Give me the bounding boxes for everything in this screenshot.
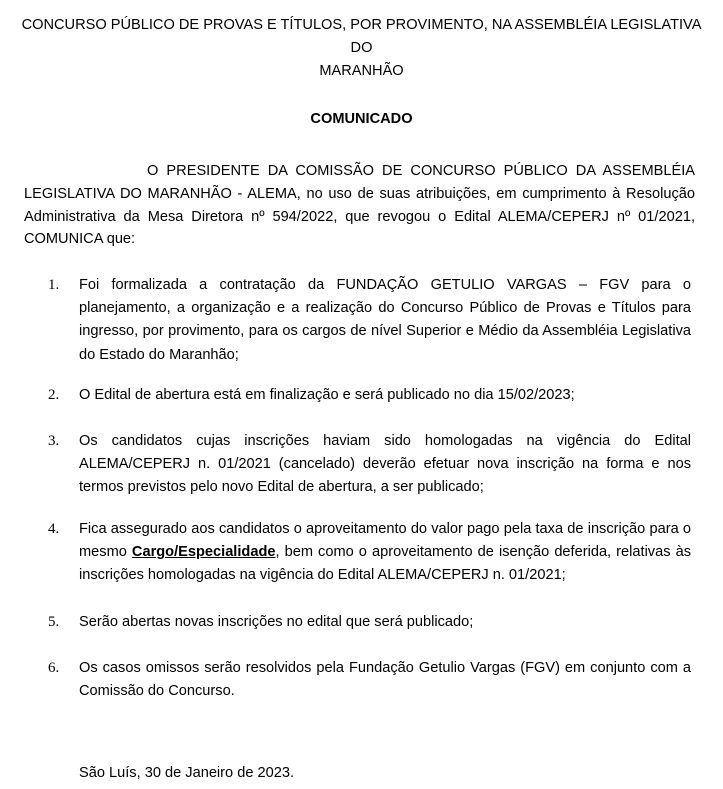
list-item-text: Os casos omissos serão resolvidos pela Fundação Getulio Vargas (FGV) em conjunto com a Comissão do Concurso. xyxy=(79,660,691,700)
emphasis-cargo-especialidade: Cargo/Especialidade xyxy=(131,544,276,561)
list-item-number: 5. xyxy=(48,614,60,630)
list-item-text: Foi formalizada a contratação da FUNDAÇÃO GETULIO VARGAS – FGV para o planejamento, a organização e a realização do Concurso Público de Provas e Títulos para ingresso, por provimento, para os cargos de nível Superior e Médio da Assembléia Legislativa do Estado do Maranhão; xyxy=(79,277,691,363)
intro-paragraph xyxy=(24,160,695,251)
document-date: São Luís, 30 de Janeiro de 2023. xyxy=(79,765,295,781)
document-title: COMUNICADO xyxy=(310,111,413,127)
list-item-text: O Edital de abertura está em finalização e será publicado no dia 15/02/2023; xyxy=(79,387,575,403)
document-header xyxy=(20,14,703,83)
list-item-number: 2. xyxy=(48,387,60,403)
intro-text: O PRESIDENTE DA COMISSÃO DE CONCURSO PÚBLICO DA ASSEMBLÉIA LEGISLATIVA DO MARANHÃO - ALEMA, no uso de suas atribuições, em cumprimento à Resolução Administrativa da Mesa Diretora nº 594/2022, que revogou o Edital ALEMA/CEPERJ nº 01/2021, COMUNICA que: xyxy=(24,163,695,248)
list-item-text-before: Fica assegurado aos candidatos o aproveitamento do valor pago pela taxa de inscrição para o mesmo xyxy=(79,521,691,561)
header-line-1: CONCURSO PÚBLICO DE PROVAS E TÍTULOS, POR PROVIMENTO, NA ASSEMBLÉIA LEGISLATIVA DO xyxy=(21,17,702,56)
list-item-number: 3. xyxy=(48,433,60,449)
list-item-text: Os candidatos cujas inscrições haviam sido homologadas na vigência do Edital ALEMA/CEPERJ n. 01/2021 (cancelado) deverão efetuar nova inscrição na forma e nos termos previstos pelo novo Edital de abertura, a ser publicado; xyxy=(79,433,691,496)
header-line-2: MARANHÃO xyxy=(319,63,404,79)
list-item-number: 6. xyxy=(48,660,60,676)
list-item-number: 1. xyxy=(48,277,60,293)
list-item-number: 4. xyxy=(48,521,60,537)
list-item-text: Serão abertas novas inscrições no edital que será publicado; xyxy=(79,614,474,630)
list-item-text-after: , bem como o aproveitamento de isenção deferida, relativas às inscrições homologadas na vigência do Edital ALEMA/CEPERJ n. 01/2021; xyxy=(79,544,691,584)
list-item-text xyxy=(79,518,691,588)
